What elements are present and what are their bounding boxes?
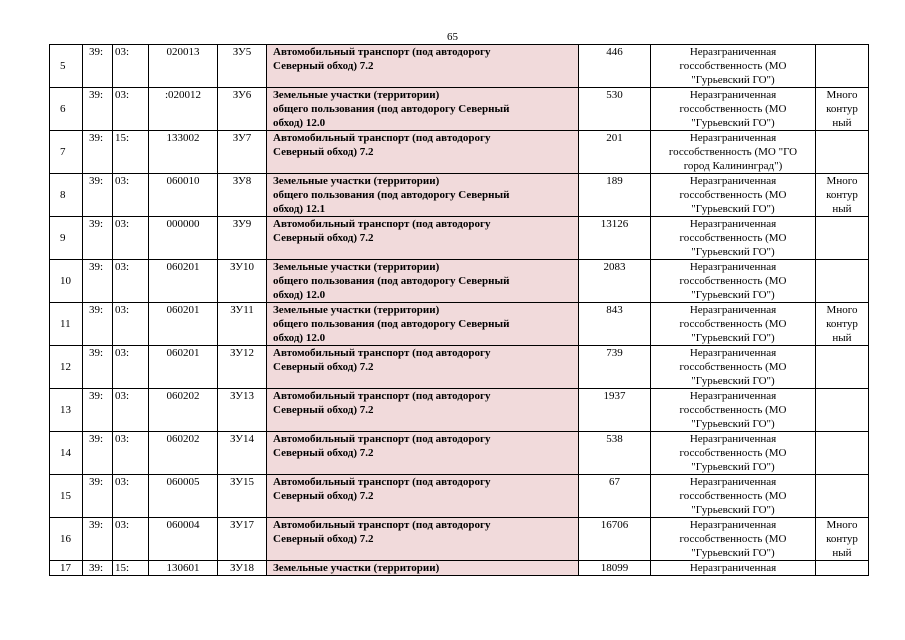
note-cell: Много контур ный <box>816 518 869 561</box>
note-cell <box>816 561 869 576</box>
row-number-cell: 9 <box>50 217 83 260</box>
cadastral-district-cell: 15: <box>113 561 149 576</box>
table-row <box>50 88 869 131</box>
cadastral-region-cell: 39: <box>83 260 113 303</box>
plot-id-cell: ЗУ8 <box>218 174 267 217</box>
row-number-cell: 13 <box>50 389 83 432</box>
cadastral-region-cell: 39: <box>83 303 113 346</box>
row-number-cell: 10 <box>50 260 83 303</box>
plot-id-cell: ЗУ18 <box>218 561 267 576</box>
ownership-cell: Неразграниченная госсобственность (МО "Гурьевский ГО") <box>651 475 816 518</box>
cadastral-block-cell: 060202 <box>149 432 218 475</box>
table-row <box>50 45 869 88</box>
cadastral-block-cell: :020012 <box>149 88 218 131</box>
table-row <box>50 561 869 576</box>
permitted-use-cell: Автомобильный транспорт (под автодорогу Северный обход) 7.2 <box>267 389 579 432</box>
cadastral-block-cell: 060004 <box>149 518 218 561</box>
note-cell <box>816 45 869 88</box>
cadastral-block-cell: 060005 <box>149 475 218 518</box>
plot-id-cell: ЗУ9 <box>218 217 267 260</box>
cadastral-district-cell: 03: <box>113 88 149 131</box>
area-cell: 538 <box>579 432 651 475</box>
table-row <box>50 174 869 217</box>
note-cell <box>816 389 869 432</box>
cadastral-region-cell: 39: <box>83 475 113 518</box>
cadastral-block-cell: 060010 <box>149 174 218 217</box>
area-cell: 843 <box>579 303 651 346</box>
cadastral-region-cell: 39: <box>83 346 113 389</box>
plot-id-cell: ЗУ13 <box>218 389 267 432</box>
cadastral-district-cell: 03: <box>113 475 149 518</box>
note-cell: Много контур ный <box>816 303 869 346</box>
ownership-cell: Неразграниченная госсобственность (МО "Гурьевский ГО") <box>651 217 816 260</box>
note-cell <box>816 260 869 303</box>
plot-id-cell: ЗУ7 <box>218 131 267 174</box>
permitted-use-cell: Земельные участки (территории) общего пользования (под автодорогу Северный обход) 12.0 <box>267 303 579 346</box>
note-cell: Много контур ный <box>816 88 869 131</box>
table-row <box>50 475 869 518</box>
table-row <box>50 260 869 303</box>
note-cell: Много контур ный <box>816 174 869 217</box>
table-row <box>50 346 869 389</box>
table-row <box>50 389 869 432</box>
area-cell: 530 <box>579 88 651 131</box>
page-number: 65 <box>447 31 458 43</box>
cadastral-block-cell: 060201 <box>149 260 218 303</box>
cadastral-block-cell: 000000 <box>149 217 218 260</box>
permitted-use-cell: Автомобильный транспорт (под автодорогу Северный обход) 7.2 <box>267 475 579 518</box>
cadastral-region-cell: 39: <box>83 217 113 260</box>
row-number-cell: 7 <box>50 131 83 174</box>
permitted-use-cell: Земельные участки (территории) <box>267 561 579 576</box>
table-row <box>50 518 869 561</box>
plot-id-cell: ЗУ10 <box>218 260 267 303</box>
permitted-use-cell: Автомобильный транспорт (под автодорогу Северный обход) 7.2 <box>267 432 579 475</box>
row-number-cell: 16 <box>50 518 83 561</box>
cadastral-block-cell: 060202 <box>149 389 218 432</box>
cadastral-district-cell: 03: <box>113 518 149 561</box>
ownership-cell: Неразграниченная госсобственность (МО "Гурьевский ГО") <box>651 389 816 432</box>
row-number-cell: 17 <box>50 561 83 576</box>
ownership-cell: Неразграниченная госсобственность (МО "Гурьевский ГО") <box>651 303 816 346</box>
plot-id-cell: ЗУ14 <box>218 432 267 475</box>
row-number-cell: 6 <box>50 88 83 131</box>
plot-id-cell: ЗУ6 <box>218 88 267 131</box>
permitted-use-cell: Земельные участки (территории) общего пользования (под автодорогу Северный обход) 12.0 <box>267 88 579 131</box>
permitted-use-cell: Земельные участки (территории) общего пользования (под автодорогу Северный обход) 12.0 <box>267 260 579 303</box>
permitted-use-cell: Автомобильный транспорт (под автодорогу Северный обход) 7.2 <box>267 217 579 260</box>
area-cell: 2083 <box>579 260 651 303</box>
cadastral-district-cell: 15: <box>113 131 149 174</box>
plot-id-cell: ЗУ15 <box>218 475 267 518</box>
cadastral-region-cell: 39: <box>83 131 113 174</box>
ownership-cell: Неразграниченная госсобственность (МО "Гурьевский ГО") <box>651 432 816 475</box>
ownership-cell: Неразграниченная госсобственность (МО "Гурьевский ГО") <box>651 260 816 303</box>
cadastral-region-cell: 39: <box>83 389 113 432</box>
ownership-cell: Неразграниченная госсобственность (МО "ГО город Калининград") <box>651 131 816 174</box>
ownership-cell: Неразграниченная госсобственность (МО "Гурьевский ГО") <box>651 45 816 88</box>
plot-id-cell: ЗУ5 <box>218 45 267 88</box>
cadastral-district-cell: 03: <box>113 260 149 303</box>
cadastral-region-cell: 39: <box>83 561 113 576</box>
cadastral-district-cell: 03: <box>113 389 149 432</box>
land-plots-table <box>49 44 869 576</box>
area-cell: 201 <box>579 131 651 174</box>
cadastral-region-cell: 39: <box>83 88 113 131</box>
area-cell: 189 <box>579 174 651 217</box>
table-row <box>50 217 869 260</box>
permitted-use-cell: Земельные участки (территории) общего пользования (под автодорогу Северный обход) 12.1 <box>267 174 579 217</box>
area-cell: 13126 <box>579 217 651 260</box>
cadastral-region-cell: 39: <box>83 518 113 561</box>
cadastral-district-cell: 03: <box>113 303 149 346</box>
permitted-use-cell: Автомобильный транспорт (под автодорогу Северный обход) 7.2 <box>267 131 579 174</box>
plot-id-cell: ЗУ17 <box>218 518 267 561</box>
cadastral-block-cell: 020013 <box>149 45 218 88</box>
cadastral-region-cell: 39: <box>83 174 113 217</box>
ownership-cell: Неразграниченная госсобственность (МО "Гурьевский ГО") <box>651 88 816 131</box>
cadastral-block-cell: 060201 <box>149 346 218 389</box>
plot-id-cell: ЗУ11 <box>218 303 267 346</box>
area-cell: 1937 <box>579 389 651 432</box>
cadastral-region-cell: 39: <box>83 45 113 88</box>
row-number-cell: 11 <box>50 303 83 346</box>
ownership-cell: Неразграниченная госсобственность (МО "Гурьевский ГО") <box>651 518 816 561</box>
table-row <box>50 432 869 475</box>
table-row <box>50 303 869 346</box>
cadastral-district-cell: 03: <box>113 432 149 475</box>
permitted-use-cell: Автомобильный транспорт (под автодорогу Северный обход) 7.2 <box>267 518 579 561</box>
table-row <box>50 131 869 174</box>
permitted-use-cell: Автомобильный транспорт (под автодорогу Северный обход) 7.2 <box>267 45 579 88</box>
area-cell: 446 <box>579 45 651 88</box>
row-number-cell: 12 <box>50 346 83 389</box>
area-cell: 67 <box>579 475 651 518</box>
cadastral-block-cell: 060201 <box>149 303 218 346</box>
table-body <box>50 45 869 576</box>
ownership-cell: Неразграниченная госсобственность (МО "Гурьевский ГО") <box>651 346 816 389</box>
plot-id-cell: ЗУ12 <box>218 346 267 389</box>
area-cell: 16706 <box>579 518 651 561</box>
note-cell <box>816 475 869 518</box>
cadastral-district-cell: 03: <box>113 346 149 389</box>
row-number-cell: 15 <box>50 475 83 518</box>
cadastral-block-cell: 130601 <box>149 561 218 576</box>
cadastral-block-cell: 133002 <box>149 131 218 174</box>
note-cell <box>816 346 869 389</box>
row-number-cell: 8 <box>50 174 83 217</box>
permitted-use-cell: Автомобильный транспорт (под автодорогу Северный обход) 7.2 <box>267 346 579 389</box>
note-cell <box>816 217 869 260</box>
note-cell <box>816 131 869 174</box>
row-number-cell: 14 <box>50 432 83 475</box>
note-cell <box>816 432 869 475</box>
cadastral-region-cell: 39: <box>83 432 113 475</box>
cadastral-district-cell: 03: <box>113 45 149 88</box>
cadastral-district-cell: 03: <box>113 217 149 260</box>
cadastral-district-cell: 03: <box>113 174 149 217</box>
row-number-cell: 5 <box>50 45 83 88</box>
area-cell: 18099 <box>579 561 651 576</box>
area-cell: 739 <box>579 346 651 389</box>
ownership-cell: Неразграниченная госсобственность (МО "Гурьевский ГО") <box>651 174 816 217</box>
ownership-cell: Неразграниченная <box>651 561 816 576</box>
